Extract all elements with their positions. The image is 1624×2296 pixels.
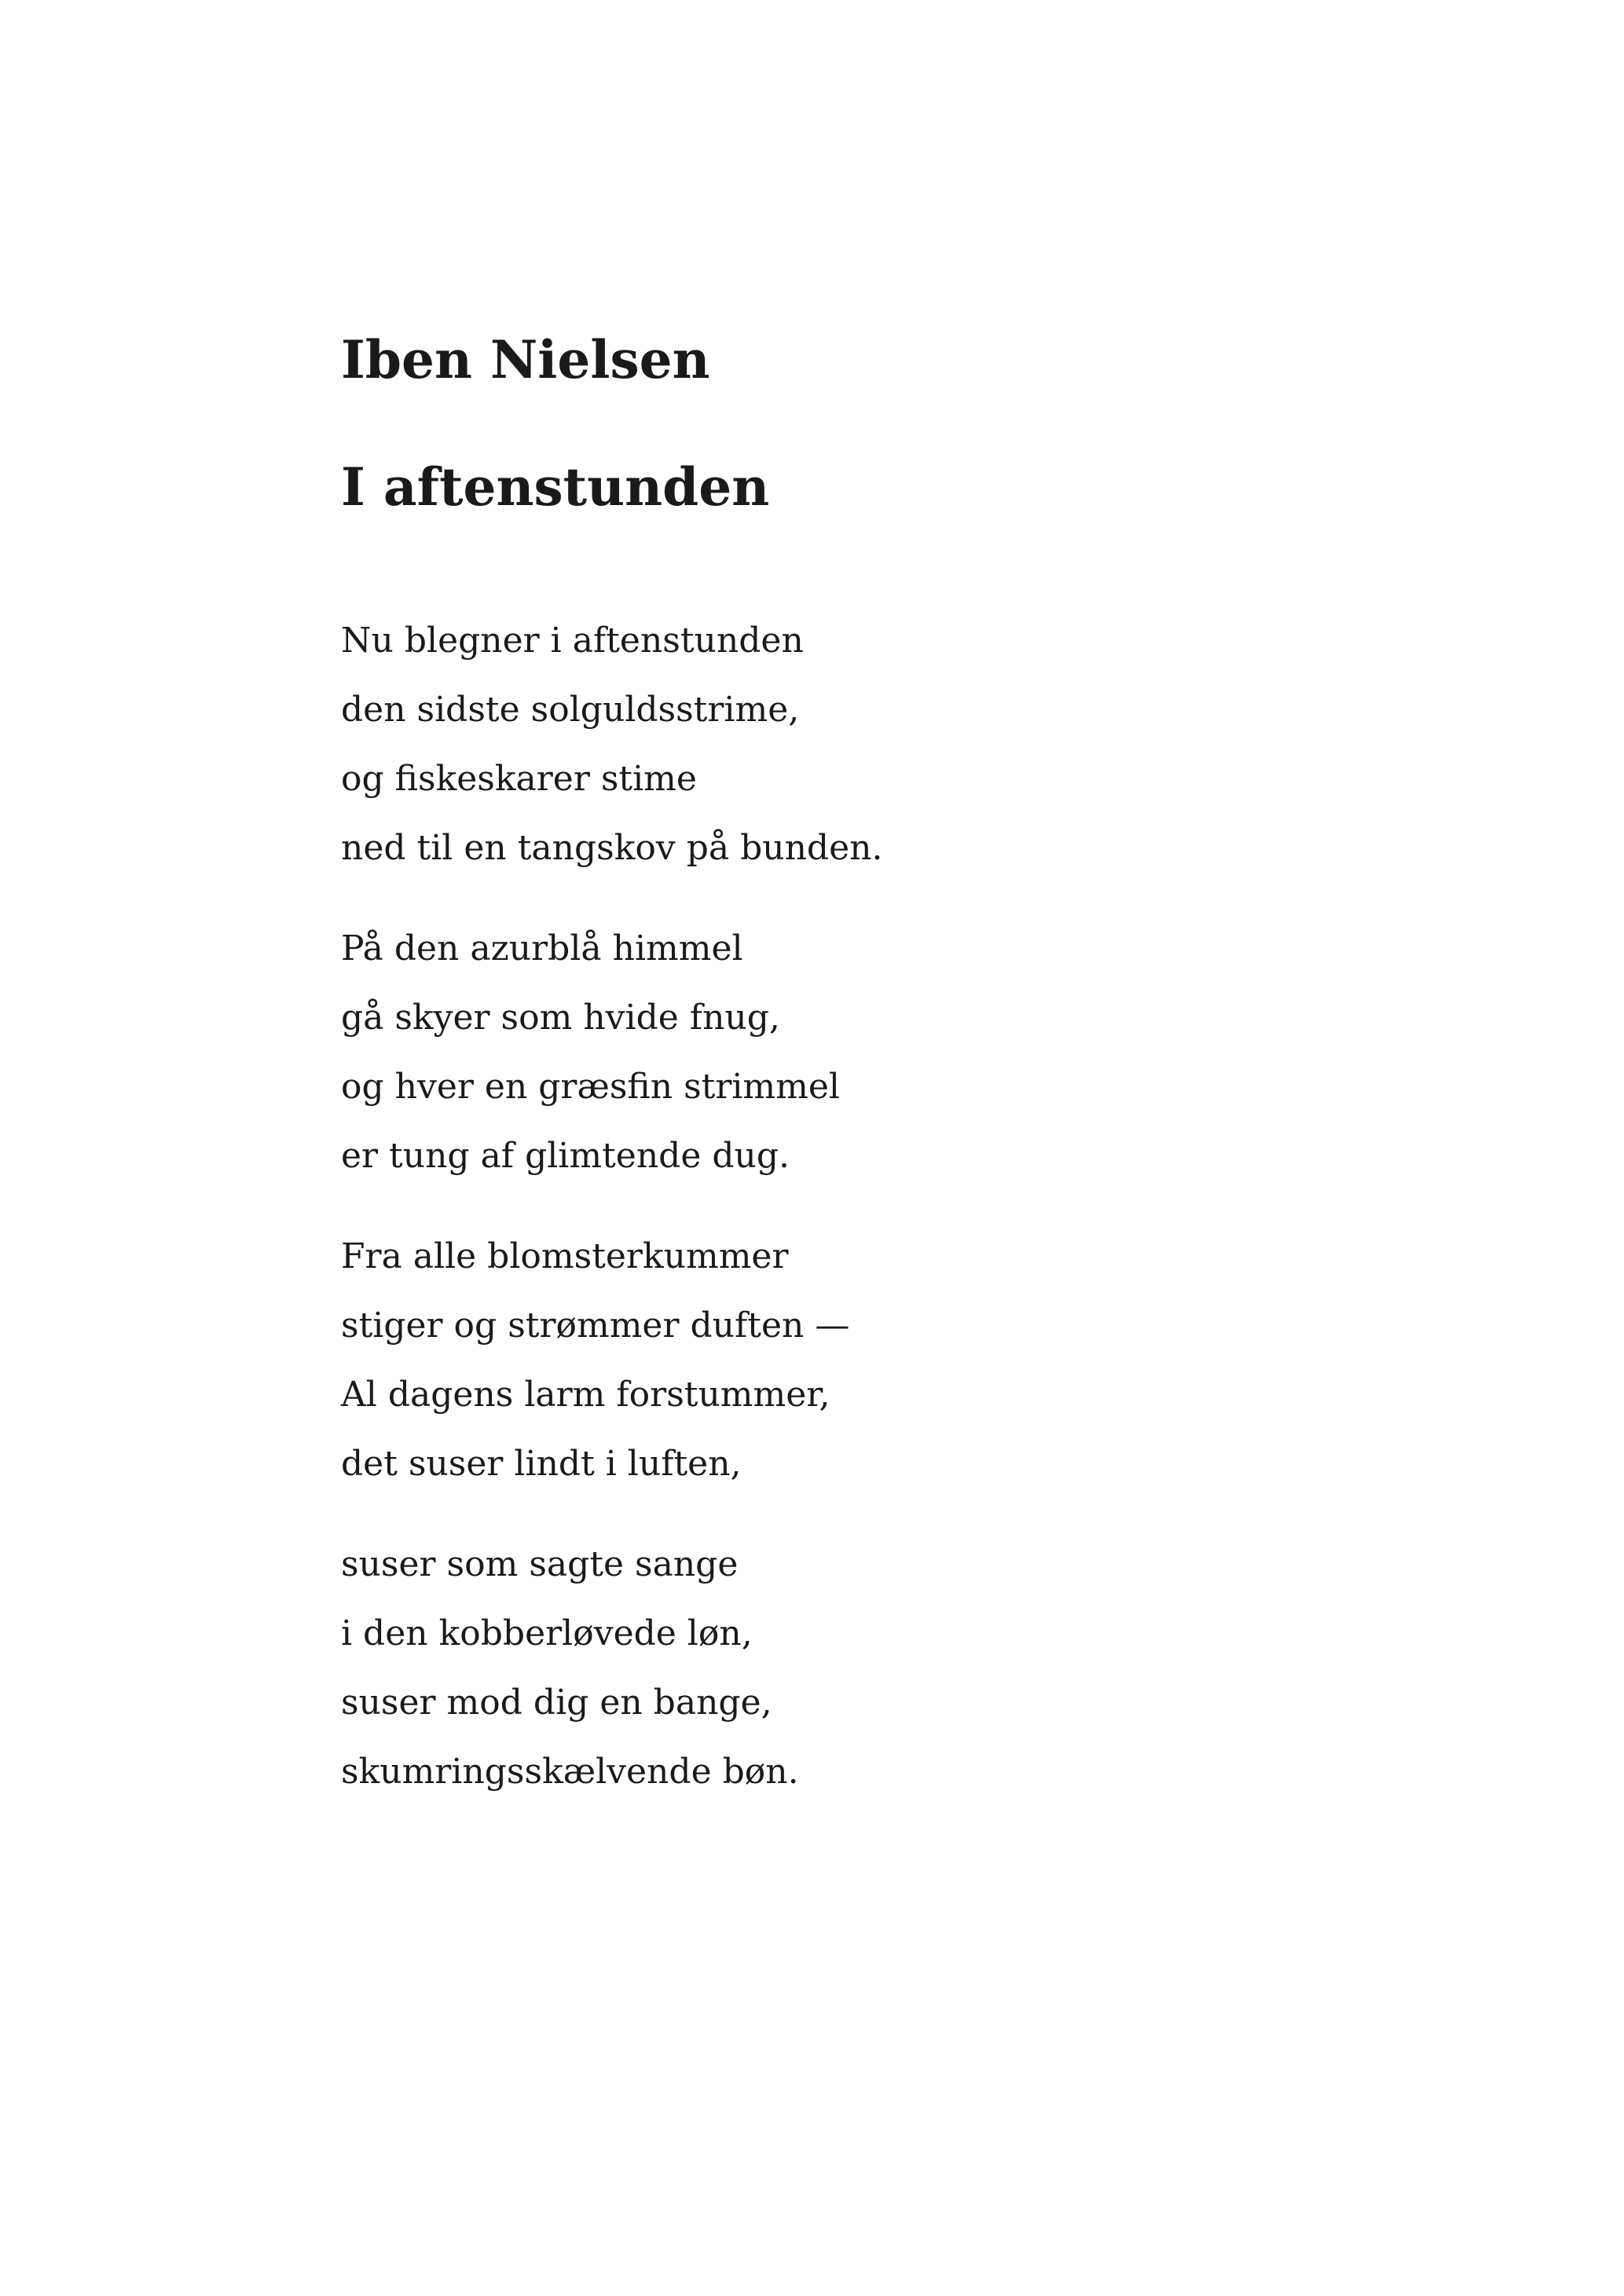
- poem-line: suser mod dig en bange,: [341, 1683, 772, 1723]
- poem-line: stiger og strømmer duften —: [341, 1305, 850, 1346]
- poem-line: den sidste solguldsstrime,: [341, 690, 800, 730]
- stanza-4: [341, 1530, 799, 1807]
- stanza-1: [341, 606, 882, 883]
- poem-line: gå skyer som hvide fnug,: [341, 998, 780, 1038]
- poem-line: ned til en tangskov på bunden.: [341, 828, 883, 868]
- poem-line: og fiskeskarer stime: [341, 759, 697, 799]
- stanza-3: [341, 1222, 849, 1499]
- stanza-2: [341, 914, 840, 1191]
- poem-line: det suser lindt i luften,: [341, 1444, 742, 1484]
- poem-line: På den azurblå himmel: [341, 928, 743, 969]
- poem-line: Al dagens larm forstummer,: [341, 1375, 830, 1415]
- poem-line: er tung af glimtende dug.: [341, 1136, 790, 1176]
- author-name: Iben Nielsen: [341, 329, 710, 390]
- poem-line: i den kobberløvede løn,: [341, 1613, 753, 1653]
- poem-line: Fra alle blomsterkummer: [341, 1236, 789, 1276]
- poem-line: Nu blegner i aftenstunden: [341, 621, 804, 661]
- poem-line: skumringsskælvende bøn.: [341, 1752, 799, 1792]
- poem-title: I aftenstunden: [341, 456, 770, 518]
- poem-line: og hver en græsfin strimmel: [341, 1067, 840, 1107]
- poem-line: suser som sagte sange: [341, 1544, 739, 1584]
